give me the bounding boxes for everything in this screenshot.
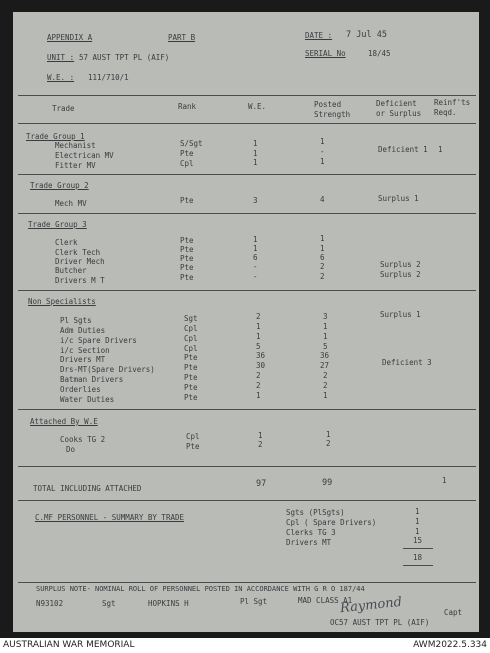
total-reinf: 1 xyxy=(442,476,447,485)
archive-footer xyxy=(0,638,490,653)
row-we: 1 xyxy=(256,332,261,341)
bottom-divider xyxy=(18,582,476,583)
col-posted-1: Posted xyxy=(314,100,342,109)
row-we: 2 xyxy=(256,381,261,390)
row-posted: 1 xyxy=(320,137,325,146)
row-rank: Pte xyxy=(184,353,198,362)
row-trade: Electrican MV xyxy=(55,151,114,160)
serial-value: 18/45 xyxy=(368,49,391,58)
total-we: 97 xyxy=(256,479,267,489)
row-trade: Cooks TG 2 xyxy=(60,435,106,444)
row-trade: Mech MV xyxy=(55,199,87,208)
row-posted: 1 xyxy=(320,234,325,243)
row-trade: Butcher xyxy=(55,266,87,275)
serial-label: SERIAL No xyxy=(305,49,346,58)
row-trade: Orderlies xyxy=(60,385,101,394)
row-we: 1 xyxy=(258,431,263,440)
row-rank: Cpl xyxy=(184,344,198,353)
unit-value: 57 AUST TPT PL (AIF) xyxy=(79,53,170,62)
row-we: 2 xyxy=(258,440,263,449)
row-trade: Clerk xyxy=(55,238,78,247)
col-trade: Trade xyxy=(52,104,75,113)
part-label: PART B xyxy=(168,33,196,42)
total-divider-bottom xyxy=(18,500,476,501)
row-rank: Pte xyxy=(184,383,198,392)
row-deficient: Surplus 2 xyxy=(380,270,421,279)
archive-id: AWM2022.5.334 xyxy=(413,640,487,650)
row-we: - xyxy=(253,262,258,271)
row-rank: Pte xyxy=(180,236,194,245)
roll-rank: Sgt xyxy=(102,599,116,608)
row-we: 1 xyxy=(256,322,261,331)
roll-class: MAD CLASS A1 xyxy=(298,596,353,605)
group-divider xyxy=(18,290,476,291)
row-trade: Do xyxy=(66,445,76,454)
row-rank: Pte xyxy=(184,363,198,372)
row-trade: Mechanist xyxy=(55,141,96,150)
row-posted: 2 xyxy=(326,439,331,448)
col-reinf-2: Reqd. xyxy=(434,108,457,117)
row-posted: 1 xyxy=(320,157,325,166)
total-posted: 99 xyxy=(322,478,333,488)
header-divider xyxy=(18,95,476,96)
row-we: 5 xyxy=(256,342,261,351)
roll-number: N93102 xyxy=(36,599,64,608)
group-heading: Trade Group 2 xyxy=(30,181,89,190)
we-label: W.E. : xyxy=(47,73,75,82)
row-we: 6 xyxy=(253,253,258,262)
row-rank: Pte xyxy=(180,245,194,254)
summary-total: 18 xyxy=(413,553,423,562)
row-deficient: Deficient 3 xyxy=(382,358,432,367)
date-label: DATE : xyxy=(305,31,333,40)
row-rank: Sgt xyxy=(184,314,198,323)
row-we: 1 xyxy=(253,244,258,253)
col-deficient-1: Deficient xyxy=(376,99,417,108)
group-divider xyxy=(18,409,476,410)
row-deficient: Deficient 1 xyxy=(378,145,428,154)
row-posted: 27 xyxy=(320,361,330,370)
row-trade: Pl Sgts xyxy=(60,316,92,325)
row-trade: Batman Drivers xyxy=(60,375,124,384)
col-we: W.E. xyxy=(248,102,267,111)
row-reinf: 1 xyxy=(438,145,443,154)
row-deficient: Surplus 1 xyxy=(378,194,419,203)
row-we: 1 xyxy=(253,149,258,158)
row-posted: 1 xyxy=(323,391,328,400)
signature: Raymond xyxy=(339,594,403,617)
row-posted: 4 xyxy=(320,195,325,204)
row-posted: 1 xyxy=(326,430,331,439)
surplus-note: SURPLUS NOTE- NOMINAL ROLL OF PERSONNEL POSTED IN ACCORDANCE WITH G R O 187/44 xyxy=(36,585,365,593)
row-we: - xyxy=(253,272,258,281)
row-trade: Drivers MT xyxy=(60,355,106,364)
archive-name: AUSTRALIAN WAR MEMORIAL xyxy=(3,640,135,650)
col-rank: Rank xyxy=(178,102,197,111)
date-value: 7 Jul 45 xyxy=(346,30,387,40)
summary-sum-line xyxy=(403,548,433,549)
row-we: 2 xyxy=(256,371,261,380)
row-deficient: Surplus 2 xyxy=(380,260,421,269)
row-rank: Pte xyxy=(180,196,194,205)
row-deficient: Surplus 1 xyxy=(380,310,421,319)
summary-label: Clerks TG 3 xyxy=(286,528,336,537)
row-posted: 2 xyxy=(323,371,328,380)
row-we: 2 xyxy=(256,312,261,321)
columns-divider xyxy=(18,123,476,124)
row-rank: Pte xyxy=(184,393,198,402)
appendix-label: APPENDIX A xyxy=(47,33,93,42)
group-divider xyxy=(18,174,476,175)
row-trade: Drs-MT(Spare Drivers) xyxy=(60,365,155,374)
summary-label: Cpl ( Spare Drivers) xyxy=(286,518,377,527)
row-trade: Drivers M T xyxy=(55,276,105,285)
summary-value: 1 xyxy=(415,527,420,536)
group-heading: Trade Group 3 xyxy=(28,220,87,229)
row-posted: 2 xyxy=(320,262,325,271)
row-rank: Pte xyxy=(180,273,194,282)
row-trade: i/c Spare Drivers xyxy=(60,336,137,345)
row-trade: Clerk Tech xyxy=(55,248,101,257)
signatory-rank: Capt xyxy=(444,608,463,617)
roll-role: Pl Sgt xyxy=(240,597,268,606)
roll-name: HOPKINS H xyxy=(148,599,189,608)
row-rank: Pte xyxy=(180,149,194,158)
row-trade: Fitter MV xyxy=(55,161,96,170)
row-posted: 36 xyxy=(320,351,330,360)
summary-label: Sgts (PlSgts) xyxy=(286,508,345,517)
group-heading: Non Specialists xyxy=(28,297,96,306)
row-rank: Cpl xyxy=(186,432,200,441)
signatory-unit: OC57 AUST TPT PL (AIF) xyxy=(330,618,430,627)
row-posted: 2 xyxy=(323,381,328,390)
row-rank: Pte xyxy=(180,254,194,263)
row-we: 1 xyxy=(256,391,261,400)
summary-title: C.MF PERSONNEL - SUMMARY BY TRADE xyxy=(35,513,185,522)
row-trade: i/c Section xyxy=(60,346,110,355)
total-label: TOTAL INCLUDING ATTACHED xyxy=(33,484,142,493)
row-rank: Cpl xyxy=(184,334,198,343)
we-value: 111/710/1 xyxy=(88,73,129,82)
row-posted: 1 xyxy=(320,244,325,253)
row-trade: Water Duties xyxy=(60,395,115,404)
row-we: 1 xyxy=(253,158,258,167)
row-we: 3 xyxy=(253,196,258,205)
group-divider xyxy=(18,213,476,214)
row-trade: Adm Duties xyxy=(60,326,106,335)
col-reinf-1: Reinf'ts xyxy=(434,98,471,107)
summary-value: 1 xyxy=(415,517,420,526)
row-posted: 5 xyxy=(323,342,328,351)
row-rank: Cpl xyxy=(180,159,194,168)
summary-value: 15 xyxy=(413,536,423,545)
row-posted: - xyxy=(320,147,325,156)
row-we: 30 xyxy=(256,361,266,370)
row-we: 1 xyxy=(253,235,258,244)
summary-label: Drivers MT xyxy=(286,538,332,547)
col-deficient-2: or Surplus xyxy=(376,109,422,118)
summary-sum-line xyxy=(403,565,433,566)
row-rank: Pte xyxy=(184,373,198,382)
row-we: 1 xyxy=(253,139,258,148)
group-heading: Trade Group 1 xyxy=(26,132,85,141)
row-rank: Pte xyxy=(186,442,200,451)
total-divider-top xyxy=(18,466,476,467)
row-posted: 2 xyxy=(320,272,325,281)
summary-value: 1 xyxy=(415,507,420,516)
row-rank: Cpl xyxy=(184,324,198,333)
row-rank: S/Sgt xyxy=(180,139,203,148)
group-heading: Attached By W.E xyxy=(30,417,98,426)
row-rank: Pte xyxy=(180,263,194,272)
row-trade: Driver Mech xyxy=(55,257,105,266)
row-posted: 6 xyxy=(320,253,325,262)
row-posted: 1 xyxy=(323,332,328,341)
row-posted: 3 xyxy=(323,312,328,321)
row-posted: 1 xyxy=(323,322,328,331)
unit-label: UNIT : xyxy=(47,53,75,62)
col-posted-2: Strength xyxy=(314,110,351,119)
row-we: 36 xyxy=(256,351,266,360)
